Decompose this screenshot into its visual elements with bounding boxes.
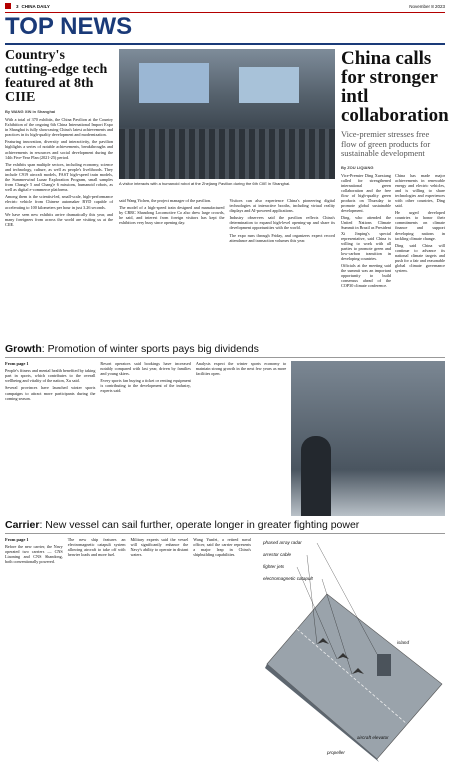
carrier-story bbox=[5, 534, 445, 767]
tech-paragraph: The exhibits span multiple sectors, including economy, science and technology, culture, as well as people's livelihoods. They include C919 aircraft models, FAST high-speed train models, the Summerwind Lunar Exploration Program, small samples from Chang'e 5 and Chang'e 6 missions, humanoid robots, as well as digital e-commerce platforms. bbox=[5, 161, 113, 193]
athlete-figure bbox=[301, 436, 331, 516]
tech-headline[interactable]: Country's cutting-edge tech featured at 8th CIIE bbox=[5, 48, 108, 105]
carrier-paragraph: Wang Yunfei, a retired naval officer, said the carrier represents a major leap in China's shipbuilding capabilities. bbox=[193, 537, 251, 558]
diagram-label: phased array radar bbox=[263, 540, 302, 545]
tech-paragraph: We have seen new exhibits arrive dramatically this year, and many foreigners from across the world are visiting us at the CIIE. bbox=[5, 211, 113, 227]
sports-headline: Promotion of winter sports pays big dividends bbox=[47, 343, 259, 355]
expo-photo bbox=[119, 49, 335, 179]
diagram-label: arrestor cable bbox=[263, 552, 292, 557]
tech-paragraph: Among them is the scientist-led, small-scale, high-performance electric vehicle from Chinese automaker BYD capable of accelerating to 100 kilometers per hour in just 3.26 seconds. bbox=[5, 194, 113, 210]
display-screen bbox=[139, 63, 209, 103]
carrier-headline-bar[interactable]: Carrier: New vessel can sail further, operate longer in greater fighting power bbox=[5, 516, 445, 534]
carrier-kicker: Carrier bbox=[5, 519, 40, 531]
sports-paragraph: Several provinces have launched winter sports campaigns to attract more participants during the coming season. bbox=[5, 385, 96, 401]
center-paragraph: Visitors can also experience China's pioneering digital technologies at interactive booths, including virtual reality displays and AI-powered applications. bbox=[229, 198, 335, 214]
climate-headline[interactable]: China calls for stronger intl collaboration bbox=[341, 48, 449, 126]
masthead bbox=[5, 0, 445, 13]
top-row bbox=[5, 45, 449, 340]
climate-paragraph: Vice-Premier Ding Xuexiang called for strengthened international green collaboration and the free flow of high-quality green products on Thursday to promote global sustainable development. bbox=[341, 172, 391, 214]
center-paragraph: said Wang Yichen, the project manager of the pavilion. bbox=[119, 198, 211, 203]
carrier-paragraph: The new ship features an electromagnetic catapult system allowing aircraft to take off with heavier loads and more fuel. bbox=[67, 537, 126, 558]
sports-paragraph: Resort operators said bookings have increased notably compared with last year, driven by families and young skiers. bbox=[100, 361, 191, 377]
climate-paragraph: He urged developed countries to honor their commitments on climate finance and support developing nations in tackling climate change. bbox=[395, 210, 445, 241]
center-paragraph: The model of a high-speed train designed and manufactured by CRRC Shandong Locomotive Co also drew large crowds, he said, and interest from foreign visitors has kept the exhibitors very busy since opening day. bbox=[119, 205, 225, 226]
climate-byline: By ZOU LIQIANG bbox=[341, 164, 374, 170]
flight-deck bbox=[267, 594, 442, 759]
section-title: TOP NEWS bbox=[5, 13, 445, 45]
diagram-label: island bbox=[397, 640, 410, 645]
island-superstructure bbox=[377, 654, 391, 676]
carrier-paragraph: Before the new carrier, the Navy operated two carriers — CNS Liaoning and CNS Shandong, both conventionally powered. bbox=[5, 544, 63, 565]
sports-headline-bar[interactable]: Growth: Promotion of winter sports pays big dividends bbox=[5, 340, 445, 358]
carrier-headline: New vessel can sail further, operate longer in greater fighting power bbox=[45, 519, 360, 531]
climate-story bbox=[341, 48, 449, 291]
tech-paragraph: With a total of 370 exhibits, the China Pavilion at the Country Exhibition of the ongoing 6th China International Import Expo in Shanghai is fully showcasing China's latest achievements and practices in its high-quality development and modernization. bbox=[5, 117, 113, 138]
display-screen bbox=[239, 67, 299, 103]
tech-story bbox=[5, 49, 113, 229]
carrier-paragraph: Military experts said the vessel will significantly enhance the Navy's ability to operate in distant waters. bbox=[130, 537, 189, 558]
paper-name: CHINA DAILY bbox=[21, 3, 50, 9]
photo-caption: A visitor interacts with a humanoid robot at the Zhejiang Pavilion during the 6th CIIE in Shanghai. bbox=[119, 181, 291, 186]
carrier-byline: From page 1 bbox=[5, 537, 29, 542]
sports-paragraph: Analysts expect the winter sports economy to maintain strong growth in the next few years as more facilities open. bbox=[195, 361, 287, 377]
diagram-label: electromagnetic catapult bbox=[263, 576, 313, 581]
diagram-label: fighter jets bbox=[263, 564, 285, 569]
climate-paragraph: China has made major achievements in renewable energy and electric vehicles, and is willing to share technologies and experiences with other countries, Ding said. bbox=[395, 172, 445, 209]
tech-paragraph: Featuring innovation, diversity and interactivity, the pavilion highlights a series of notable achievements, breakthroughs and achievements in resources and social development during the 14th Five-Year Plan (2021-25) period. bbox=[5, 139, 113, 160]
climate-paragraph: Officials at the meeting said the summit was an important opportunity to build consensus ahead of the COP30 climate conference. bbox=[341, 263, 391, 289]
sports-story bbox=[5, 358, 445, 516]
diagram-label: propeller bbox=[327, 750, 345, 755]
diagram-label: aircraft elevator bbox=[357, 735, 389, 740]
sports-byline: From page 1 bbox=[5, 361, 29, 366]
climate-paragraph: Ding said China will continue to advance its national climate targets and push for a fair and reasonable global climate governance system. bbox=[395, 242, 445, 274]
climate-deck: Vice-premier stresses free flow of green products for sustainable development bbox=[341, 129, 431, 158]
newspaper-logo-icon bbox=[5, 3, 11, 9]
sports-paragraph: People's fitness and mental health benefited by taking part in sports, which contributes to the overall wellbeing and vitality of the nation, Xu said. bbox=[5, 368, 96, 384]
center-paragraph: The expo runs through Friday, and organizers expect record attendance and transaction volumes this year. bbox=[229, 232, 335, 243]
climate-paragraph: Ding, who attended the United Nations Climate Summit in Brazil as President Xi Jinping's special representative, said China is willing to work with all parties to promote green and low-carbon transition in developing countries. bbox=[341, 215, 392, 261]
sports-kicker: Growth bbox=[5, 343, 42, 355]
issue-date: November 8 2023 bbox=[409, 3, 445, 9]
tech-story-continued bbox=[119, 198, 335, 245]
sports-paragraph: Every sports fan buying a ticket or renting equipment is contributing to the development of the industry, experts said. bbox=[100, 378, 191, 394]
page-number: 3 bbox=[16, 3, 19, 9]
carrier-diagram bbox=[257, 534, 445, 762]
sports-photo bbox=[291, 361, 445, 516]
tech-byline: By WANG XIN in Shanghai bbox=[5, 109, 56, 114]
center-paragraph: Industry observers said the pavilion reflects China's determination to expand high-level opening-up and share its development opportunities with the world. bbox=[229, 215, 335, 231]
visitor-crowd bbox=[119, 129, 335, 179]
